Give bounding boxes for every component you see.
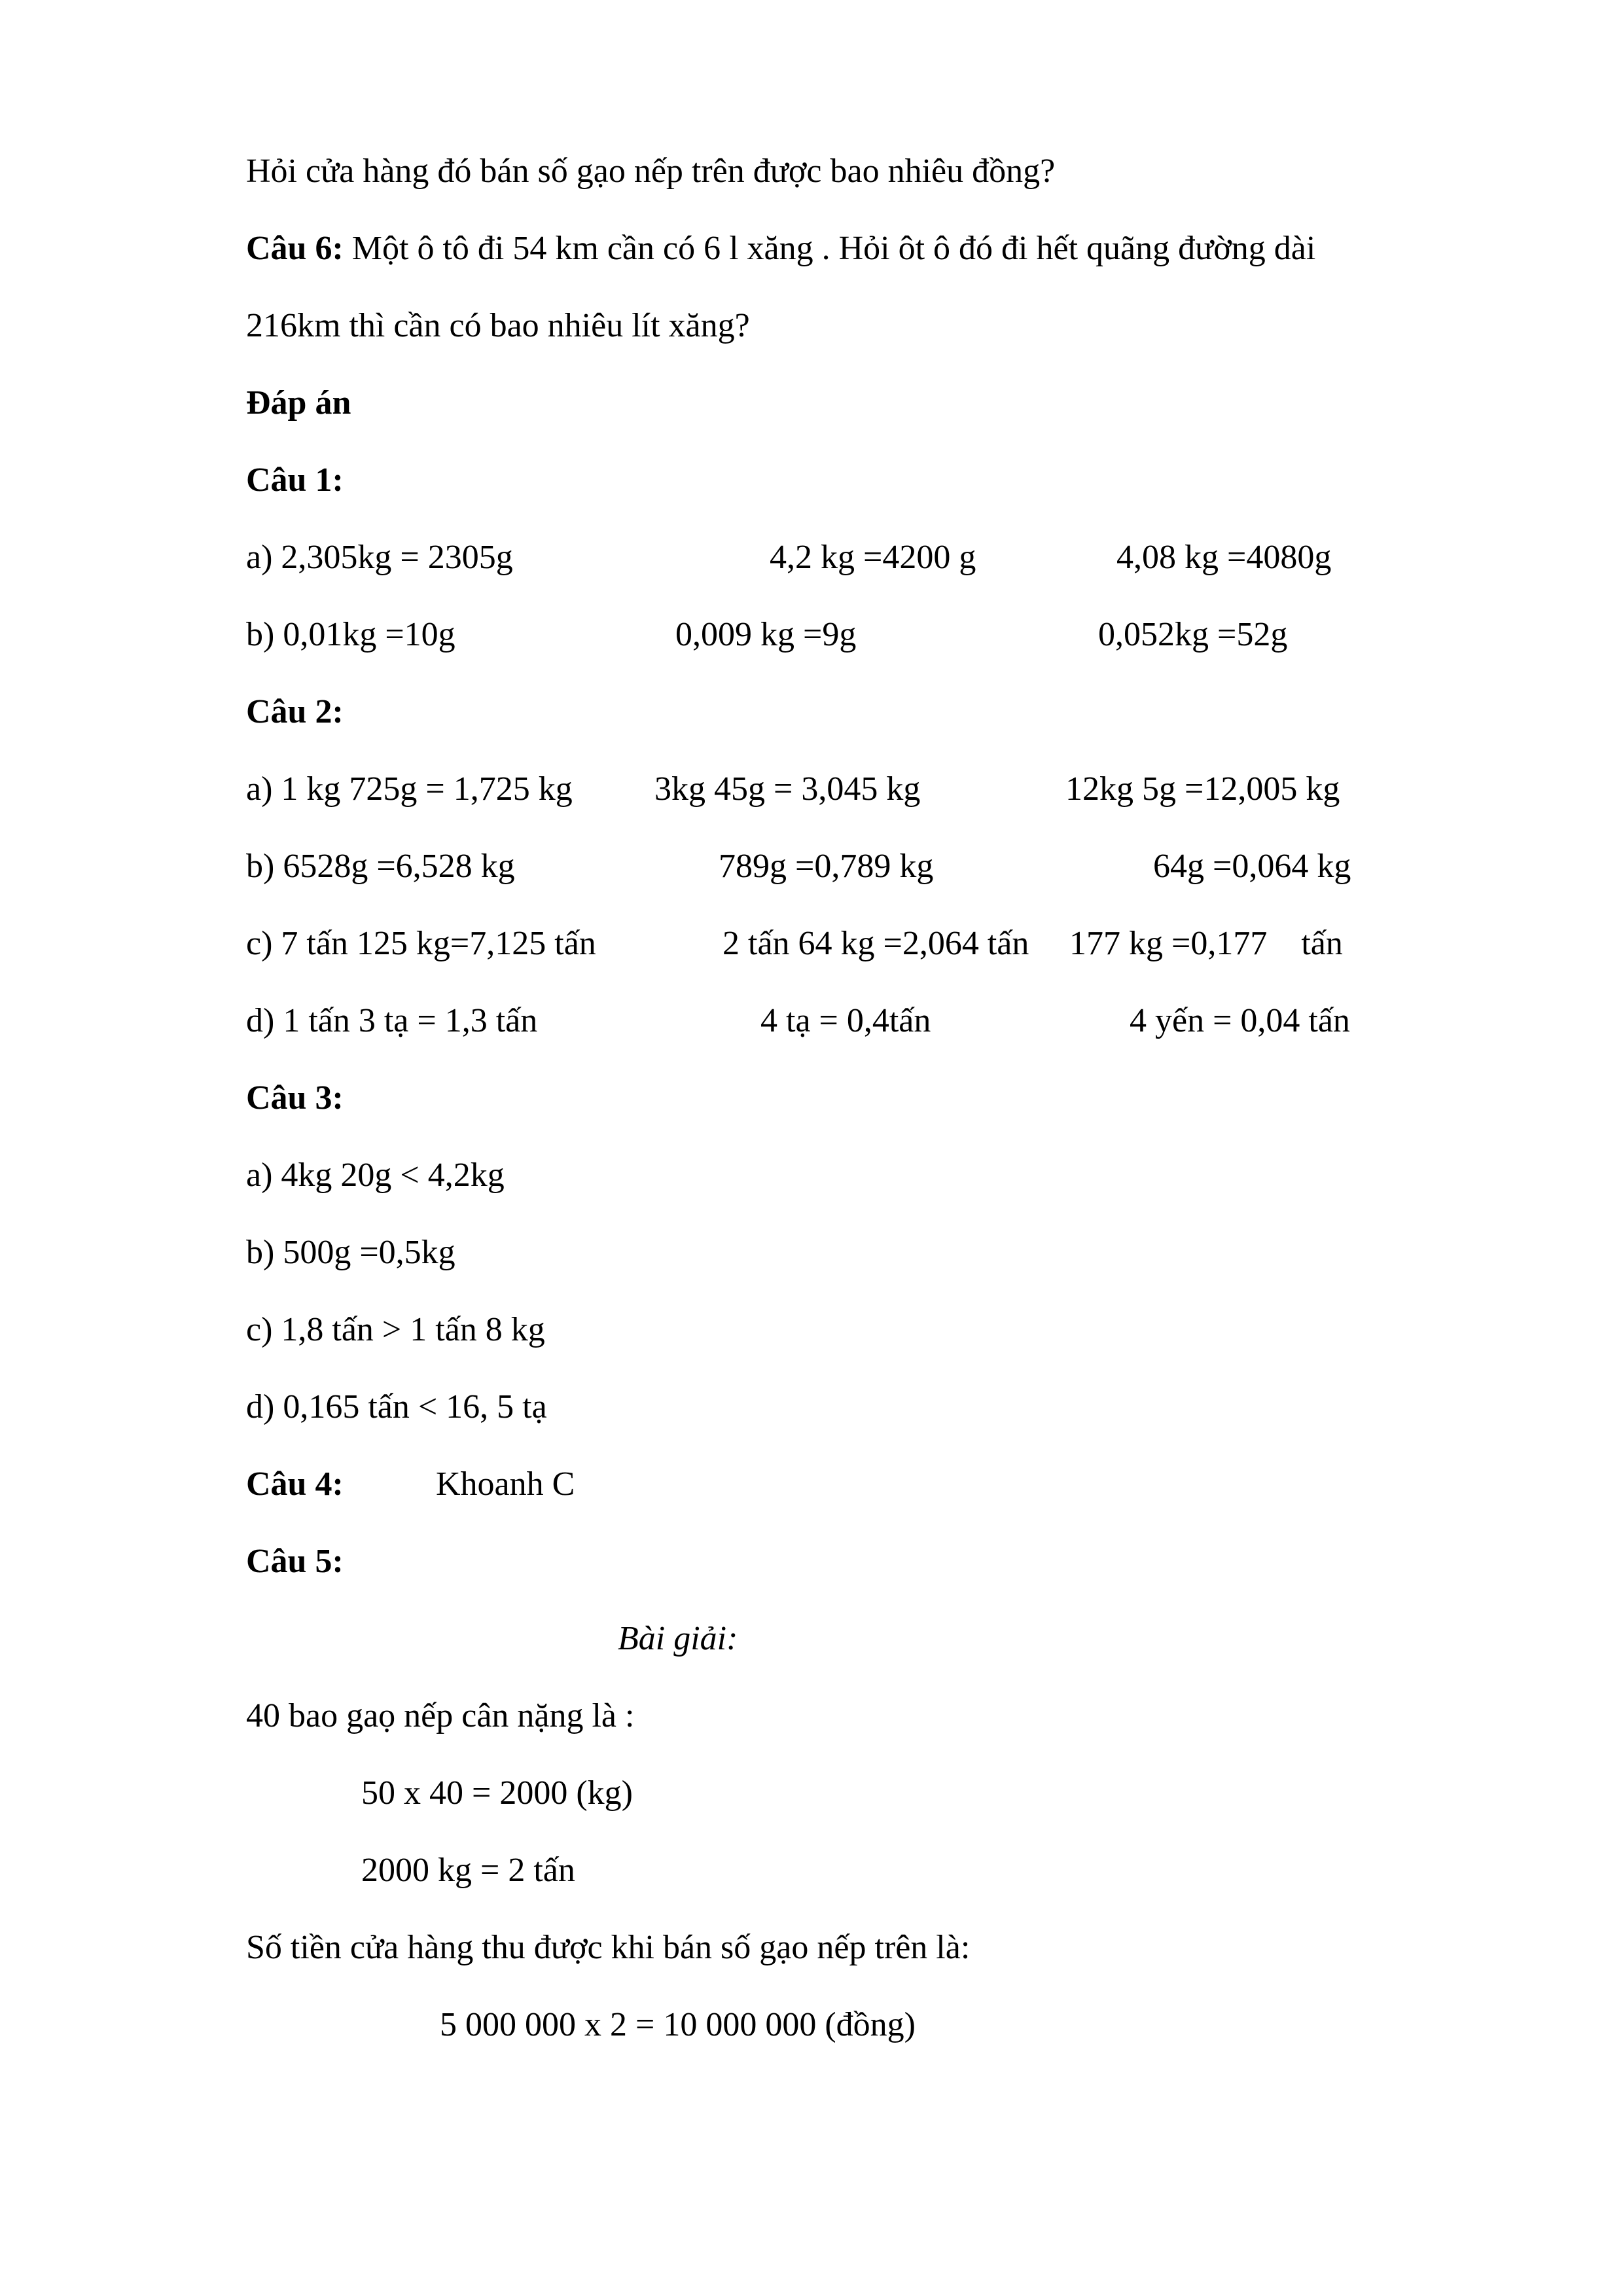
cau2-c-col1: c) 7 tấn 125 kg=7,125 tấn (246, 925, 596, 962)
cau3-item-a: a) 4kg 20g < 4,2kg (246, 1157, 505, 1194)
cau2-label: Câu 2: (246, 693, 344, 730)
cau2-c-col3: 177 kg =0,177 tấn (1069, 925, 1343, 962)
cau1-a-col1: a) 2,305kg = 2305g (246, 539, 513, 576)
solution-step1-calc: 50 x 40 = 2000 (kg) (361, 1774, 633, 1812)
solution-step1-text: 40 bao gaọ nếp cân nặng là : (246, 1697, 635, 1734)
solution-step2-calc: 5 000 000 x 2 = 10 000 000 (đồng) (440, 2006, 916, 2043)
solution-step2-text: Số tiền cửa hàng thu được khi bán số gạo nếp trên là: (246, 1929, 971, 1966)
cau4-answer: Khoanh C (436, 1465, 575, 1503)
cau2-a-col3: 12kg 5g =12,005 kg (1065, 770, 1340, 808)
question-6-text-line2: 216km thì cần có bao nhiêu lít xăng? (246, 307, 750, 344)
cau4-label: Câu 4: (246, 1465, 344, 1503)
cau3-item-b: b) 500g =0,5kg (246, 1234, 455, 1271)
cau2-a-col2: 3kg 45g = 3,045 kg (654, 770, 921, 808)
cau1-a-col3: 4,08 kg =4080g (1116, 539, 1332, 576)
cau1-b-col1: b) 0,01kg =10g (246, 616, 455, 653)
cau2-d-col2: 4 tạ = 0,4tấn (760, 1002, 931, 1039)
cau2-b-col2: 789g =0,789 kg (719, 848, 934, 885)
question-6-label: Câu 6: (246, 230, 344, 267)
cau2-d-col1: d) 1 tấn 3 tạ = 1,3 tấn (246, 1002, 538, 1039)
answer-heading: Đáp án (246, 384, 351, 422)
intro-question: Hỏi cửa hàng đó bán số gạo nếp trên được bao nhiêu đồng? (246, 152, 1056, 190)
cau2-c-col2: 2 tấn 64 kg =2,064 tấn (722, 925, 1029, 962)
cau3-label: Câu 3: (246, 1079, 344, 1117)
question-6 (246, 232, 1315, 266)
cau2-b-col3: 64g =0,064 kg (1153, 848, 1351, 885)
cau1-b-col2: 0,009 kg =9g (675, 616, 857, 653)
cau1-a-col2: 4,2 kg =4200 g (770, 539, 976, 576)
cau5-label: Câu 5: (246, 1543, 344, 1580)
cau1-label: Câu 1: (246, 461, 344, 499)
solution-heading: Bài giải: (618, 1620, 738, 1657)
solution-step1-convert: 2000 kg = 2 tấn (361, 1852, 575, 1889)
cau2-b-col1: b) 6528g =6,528 kg (246, 848, 515, 885)
cau2-a-col1: a) 1 kg 725g = 1,725 kg (246, 770, 573, 808)
cau3-item-d: d) 0,165 tấn < 16, 5 tạ (246, 1388, 547, 1426)
cau1-b-col3: 0,052kg =52g (1098, 616, 1288, 653)
question-6-text-line1: Một ô tô đi 54 km cần có 6 l xăng . Hỏi ôt ô đó đi hết quãng đường dài (343, 230, 1316, 267)
cau2-d-col3: 4 yến = 0,04 tấn (1130, 1002, 1350, 1039)
cau3-item-c: c) 1,8 tấn > 1 tấn 8 kg (246, 1311, 545, 1348)
